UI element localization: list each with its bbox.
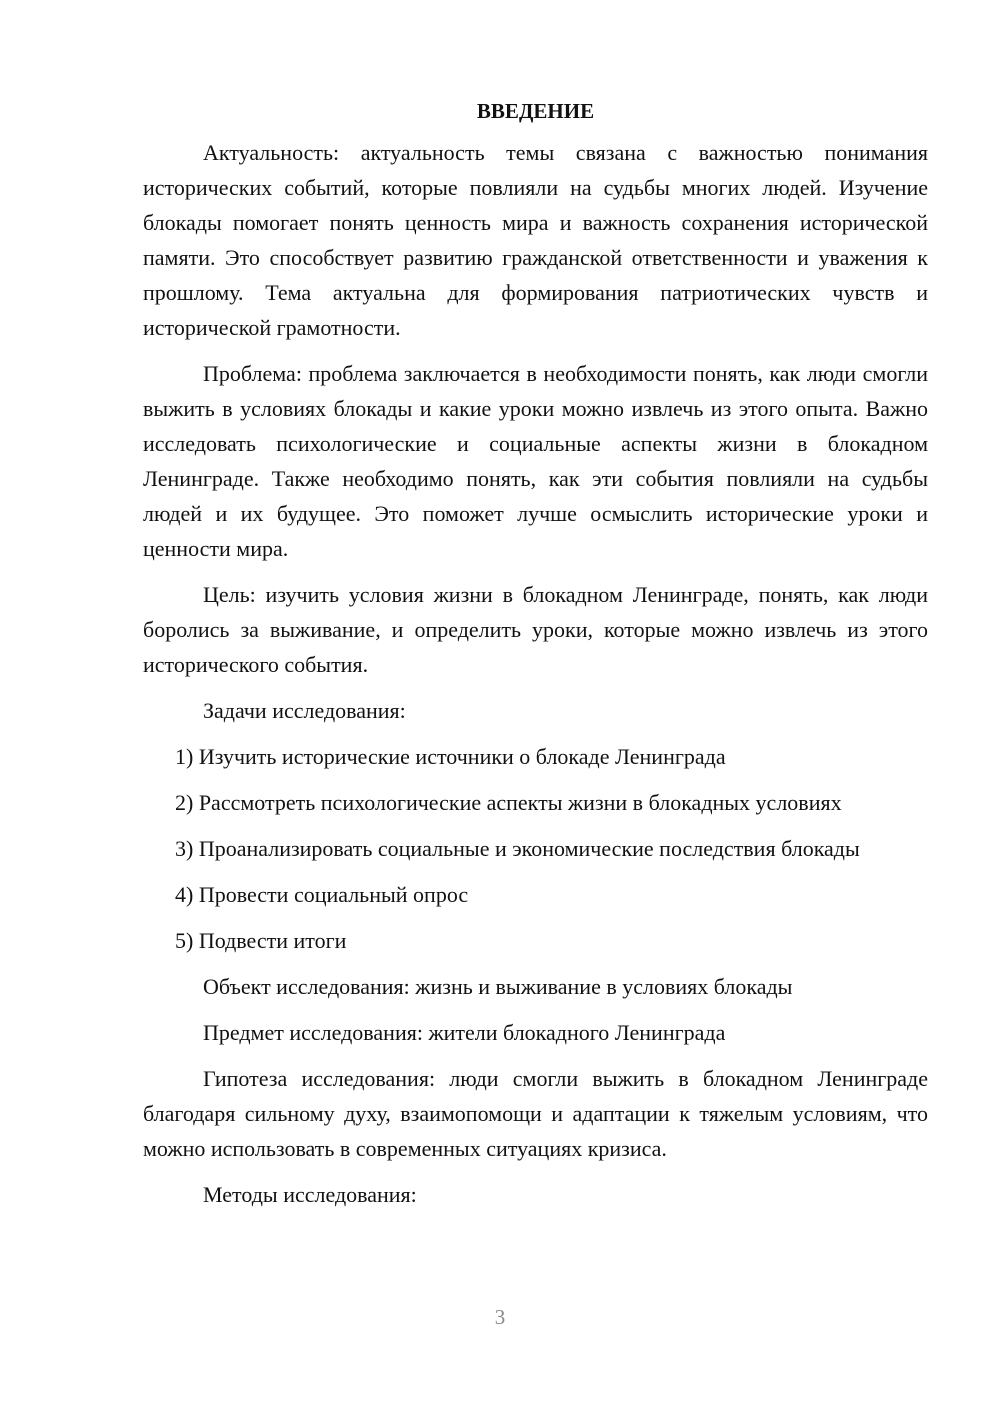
page-number: 3 — [494, 1305, 506, 1329]
task-item: 2) Рассмотреть психологические аспекты жизни в блокадных условиях — [175, 790, 842, 815]
tasks-heading: Задачи исследования: — [203, 698, 406, 723]
hypothesis-paragraph: Гипотеза исследования: люди смогли выжить в блокадном Ленинграде благодаря сильному духу, взаимопомощи и адаптации к тяжелым условиям, что можно использовать в современных ситуациях кризиса. — [143, 1066, 928, 1161]
task-item: 4) Провести социальный опрос — [175, 882, 469, 907]
task-item: 5) Подвести итоги — [175, 928, 347, 953]
task-item: 1) Изучить исторические источники о блокаде Ленинграда — [175, 744, 726, 769]
problem-paragraph: Проблема: проблема заключается в необходимости понять, как люди смогли выжить в условиях блокады и какие уроки можно извлечь из этого опыта. Важно исследовать психологические и социальные аспекты жизни в блокадном Ленинграде. Также необходимо понять, как эти события повлияли на судьбы людей и их будущее. Это поможет лучше осмыслить исторические уроки и ценности мира. — [143, 361, 928, 561]
object-paragraph: Объект исследования: жизнь и выживание в условиях блокады — [203, 974, 793, 999]
task-item: 3) Проанализировать социальные и экономические последствия блокады — [175, 836, 860, 861]
goal-paragraph: Цель: изучить условия жизни в блокадном Ленинграде, понять, как люди боролись за выживание, и определить уроки, которые можно извлечь из этого исторического события. — [143, 582, 928, 677]
document-page — [143, 95, 928, 1223]
methods-heading: Методы исследования: — [203, 1182, 417, 1207]
subject-paragraph: Предмет исследования: жители блокадного Ленинграда — [203, 1020, 726, 1045]
section-title: ВВЕДЕНИЕ — [476, 99, 595, 123]
relevance-paragraph: Актуальность: актуальность темы связана с важностью понимания исторических событий, которые повлияли на судьбы многих людей. Изучение блокады помогает понять ценность мира и важность сохранения исторической памяти. Это способствует развитию гражданской ответственности и уважения к прошлому. Тема актуальна для формирования патриотических чувств и исторической грамотности. — [143, 140, 928, 340]
